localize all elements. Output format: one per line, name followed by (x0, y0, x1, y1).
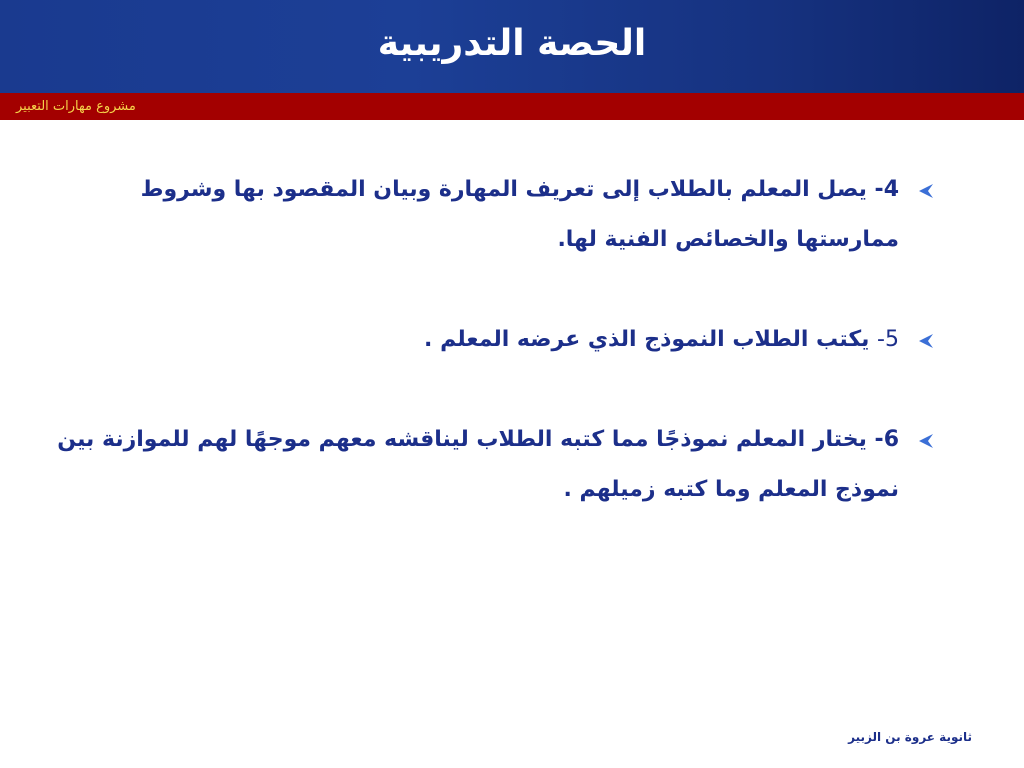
bullet-number: 4- (874, 177, 899, 202)
arrow-bullet-icon (917, 182, 935, 200)
slide-footer: ثانوية عروة بن الزبير (848, 730, 972, 744)
bullet-number: 6- (874, 427, 899, 452)
bullet-text: يصل المعلم بالطلاب إلى تعريف المهارة وبيان المقصود بها وشروط ممارستها والخصائص الفنية لها. (140, 177, 899, 252)
title-bar (0, 0, 1024, 93)
bullet-item-5 (55, 315, 935, 365)
slide-title: الحصة التدريبية (377, 23, 647, 64)
bullet-item-6 (55, 415, 935, 515)
subtitle-bar (0, 93, 1024, 120)
arrow-bullet-icon (917, 332, 935, 350)
bullet-text: يكتب الطلاب النموذج الذي عرضه المعلم . (424, 327, 878, 352)
bullet-list (55, 165, 935, 515)
arrow-bullet-icon (917, 432, 935, 450)
bullet-number: 5- (877, 327, 899, 352)
bullet-item-4 (55, 165, 935, 265)
bullet-text: يختار المعلم نموذجًا مما كتبه الطلاب ليناقشه معهم موجهًا لهم للموازنة بين نموذج المعلم وما كتبه زميلهم . (57, 427, 899, 502)
slide-subtitle: مشروع مهارات التعبير (16, 99, 136, 114)
